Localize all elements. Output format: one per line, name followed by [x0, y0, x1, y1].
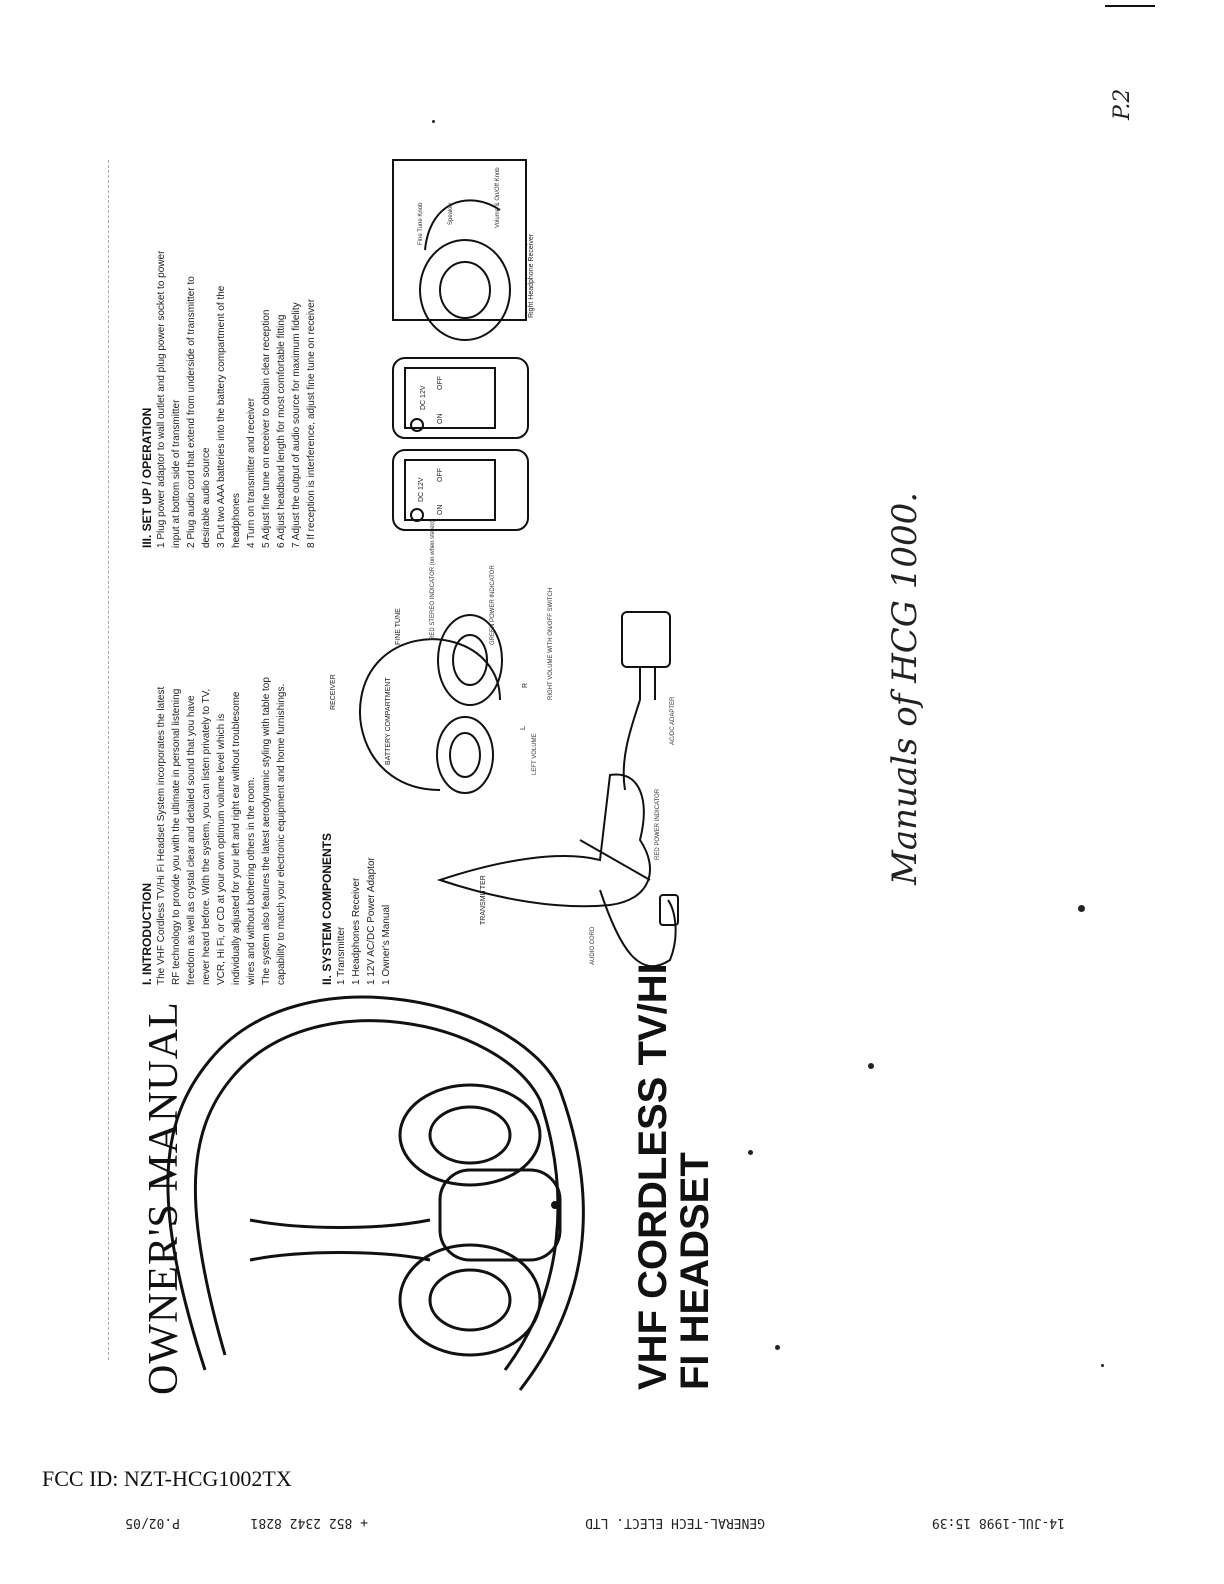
knob-label-fine-tune: Fine Tune Knob	[418, 202, 424, 245]
list-item: 1 Owner's Manual	[381, 904, 392, 985]
intro-line: capability to match your electronic equipment and home furnishings.	[276, 683, 287, 985]
label-red-power: RED POWER INDICATOR	[655, 788, 661, 860]
components-heading: II. SYSTEM COMPONENTS	[320, 832, 334, 985]
intro-line: never heard before. With the system, you can listen privately to TV,	[201, 688, 212, 985]
switch-off-label-1: OFF	[437, 468, 444, 482]
fax-company: GENERAL-TECH ELECT. LTD	[584, 1515, 765, 1530]
label-green-power: GREEN POWER INDICATOR	[490, 565, 496, 645]
list-item: 1 Headphones Receiver	[351, 877, 362, 985]
scan-speck	[775, 1345, 780, 1350]
scan-speck	[868, 1063, 874, 1069]
switch-off-label-2: OFF	[437, 376, 444, 390]
fax-phone: + 852 2342 8281	[250, 1515, 368, 1530]
switch-on-label-1: ON	[437, 504, 444, 515]
label-battery: BATTERY COMPARTMENT	[385, 677, 392, 765]
intro-line: VCR, Hi Fi, or CD at your own optimum volume level which is	[216, 713, 227, 985]
knob-label-speaker: Speaker	[448, 202, 454, 225]
list-item: 1 Transmitter	[336, 926, 347, 985]
fcc-id: FCC ID: NZT-HCG1002TX	[42, 1466, 292, 1491]
knob-label-volume: Volume & On/Off Knob	[495, 167, 501, 228]
setup-line: 8 If reception is interference, adjust fine tune on receiver	[306, 298, 317, 548]
handwritten-note: Manuals of HCG 1000.	[885, 491, 925, 885]
cover-title: OWNER'S MANUAL	[141, 1001, 187, 1395]
label-acdc: AC/DC ADAPTER	[670, 696, 676, 745]
product-name	[632, 963, 716, 1390]
scan-speck	[748, 1150, 753, 1155]
label-fine-tune: FINE TUNE	[395, 608, 402, 645]
intro-section	[140, 677, 289, 985]
setup-line: input at bottom side of transmitter	[171, 399, 182, 548]
label-red-stereo: RED STEREO INDICATOR (on when stereo)	[430, 520, 436, 640]
label-right-volume: RIGHT VOLUME WITH ON/OFF SWITCH	[548, 587, 554, 700]
intro-line: individually adjusted for your left and right ear without troublesome	[231, 691, 242, 985]
label-left-volume: LEFT VOLUME	[532, 733, 538, 775]
switch-on-label-2: ON	[437, 413, 444, 424]
intro-body	[154, 677, 289, 985]
setup-body	[154, 251, 319, 548]
setup-line: 6 Adjust headband length for most comfortable fitting	[276, 314, 287, 548]
setup-line: 3 Put two AAA batteries into the battery compartment of the	[216, 285, 227, 548]
dc-label-1: DC 12V	[418, 477, 425, 502]
scan-speck	[1101, 1364, 1104, 1367]
setup-heading: III. SET UP / OPERATION	[140, 407, 154, 548]
setup-line: 4 Turn on transmitter and receiver	[246, 397, 257, 548]
components-list	[334, 833, 394, 985]
components-section	[320, 833, 394, 985]
scan-speck	[432, 120, 435, 123]
scan-speck	[1078, 905, 1085, 912]
label-transmitter: TRANSMITTER	[480, 875, 487, 925]
intro-heading: I. INTRODUCTION	[140, 883, 154, 985]
dc-label-2: DC 12V	[420, 385, 427, 410]
setup-section	[140, 251, 319, 548]
intro-line: The system also features the latest aerodynamic styling with table top	[261, 677, 272, 985]
setup-line: desirable audio source	[201, 447, 212, 548]
label-receiver: RECEIVER	[330, 674, 337, 710]
switch-diagrams	[0, 0, 1, 1]
intro-line: wires and without bothering others in the room.	[246, 777, 257, 985]
fold-line	[108, 160, 110, 1360]
label-audio-cord: AUDIO CORD	[590, 926, 596, 965]
setup-line: 7 Adjust the output of audio source for maximum fidelity	[291, 302, 302, 548]
setup-line: 1 Plug power adaptor to wall outlet and plug power socket to power	[156, 250, 167, 548]
label-r: R	[522, 682, 529, 688]
page-mark: P.2	[1110, 88, 1135, 120]
scan-line	[1105, 5, 1155, 7]
list-item: 1 12V AC/DC Power Adaptor	[366, 857, 377, 985]
product-name-line1: VHF CORDLESS TV/HI	[631, 963, 675, 1390]
setup-line: 5 Adjust fine tune on receiver to obtain clear reception	[261, 309, 272, 548]
intro-line: freedom as well as crystal clear and detailed sound that you have	[186, 695, 197, 985]
intro-line: The VHF Cordless TV/Hi Fi Headset System incorporates the latest	[156, 686, 167, 985]
setup-line: headphones	[231, 492, 242, 548]
fax-page: P.02/05	[125, 1515, 180, 1530]
intro-line: RF technology to provide you with the ultimate in personal listening	[171, 688, 182, 985]
setup-line: 2 Plug audio cord that extend from underside of transmitter to	[186, 276, 197, 548]
product-name-line2: FI HEADSET	[673, 1152, 717, 1390]
label-l: L	[520, 726, 527, 730]
right-receiver-caption: Right Headphone Receiver	[528, 233, 535, 318]
fax-date: 14-JUL-1998 15:39	[931, 1515, 1065, 1530]
